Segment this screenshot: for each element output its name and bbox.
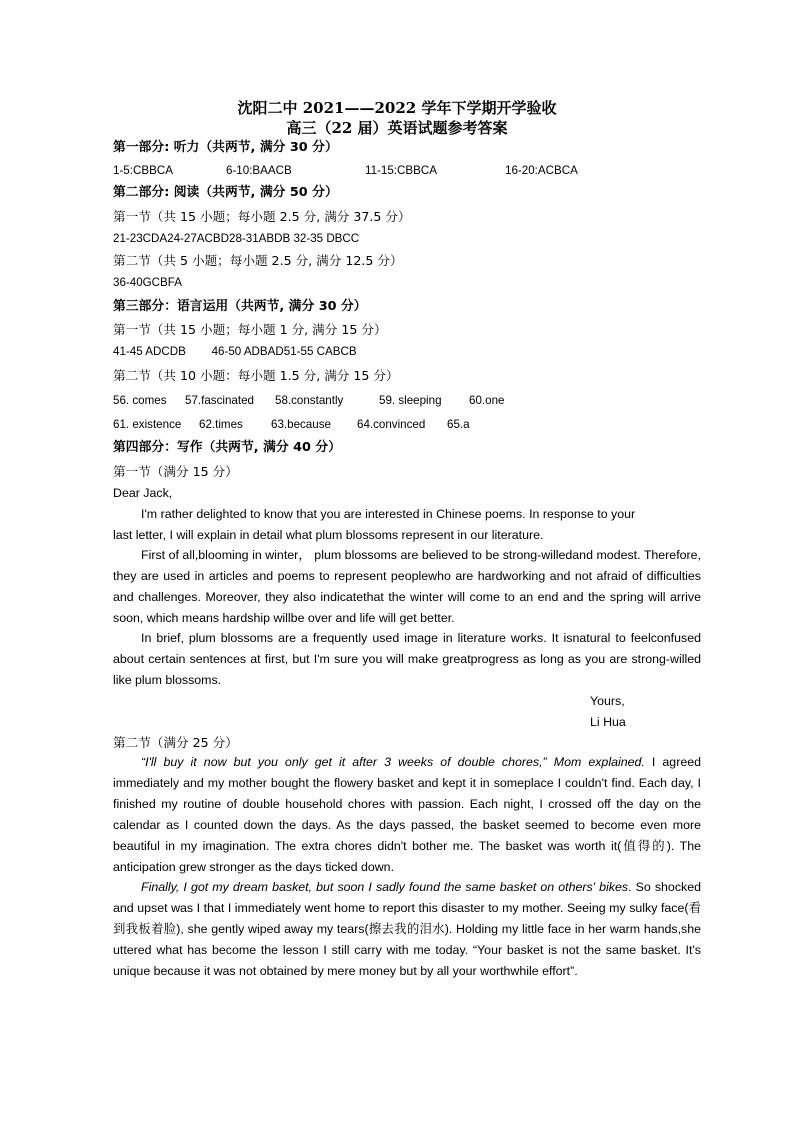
answer-group: 1-5:CBBCA [113, 164, 173, 177]
part3-section1-label: 第一节（共 15 小题；每小题 1 分, 满分 15 分） [113, 322, 387, 337]
word-answer: 64.convinced [357, 418, 426, 431]
word-answer: 56. comes [113, 394, 167, 407]
word-answer: 60.one [469, 394, 505, 407]
part3-section1-answers: 41-45 ADCDB 46-50 ADBAD51-55 CABCB [113, 345, 357, 358]
part2-heading: 第二部分: 阅读（共两节, 满分 50 分） [113, 185, 338, 200]
story-paragraph-1-body: I agreed immediately and my mother bought the flowery basket and kept it in someplace I couldn't find. Each day, I finished my routine of double household chores with passion. Each night, I crossed off the day on the calendar as I counted down the days. As the days passed, the basket seemed to become even more beautiful in my imagination. The extra chores didn't bother me. The basket was worth it(值得的). The anticipation grew stronger as the days ticked down. [113, 755, 701, 874]
part3-heading: 第三部分：语言运用（共两节, 满分 30 分） [113, 299, 367, 314]
part2-section2-answers: 36-40GCBFA [113, 276, 182, 289]
story-paragraph-2 [113, 877, 701, 982]
answer-group: 6-10:BAACB [226, 164, 292, 177]
word-answer: 59. sleeping [379, 394, 442, 407]
letter-closing: Yours, [590, 694, 625, 708]
word-answer: 61. existence [113, 418, 182, 431]
letter-paragraph-2: First of all,blooming in winter， plum blossoms are believed to be strong-willedand modest. Therefore, they are used in articles and poems to represent peoplewho are hardworking and not afraid of difficulties and challenges. Moreover, they also indicatethat the winter will come to an end and the spring will arrive soon, which means hardship willbe over and life will get better. [113, 548, 701, 625]
part2-section1-label: 第一节（共 15 小题；每小题 2.5 分, 满分 37.5 分） [113, 209, 411, 224]
story-paragraph-1 [113, 752, 701, 878]
story-paragraph-1-quote: “I'll buy it now but you only get it after 3 weeks of double chores,” Mom explained. [141, 755, 645, 769]
letter-paragraph-1: I'm rather delighted to know that you are interested in Chinese poems. In response to your [141, 507, 636, 521]
part2-section1-answers: 21-23CDA24-27ACBD28-31ABDB 32-35 DBCC [113, 232, 360, 245]
part1-heading: 第一部分: 听力（共两节, 满分 30 分） [113, 140, 338, 155]
letter-signature: Li Hua [590, 715, 626, 729]
letter-salutation: Dear Jack, [113, 486, 173, 500]
part4-section2-label: 第二节（满分 25 分） [113, 735, 238, 750]
answer-group: 11-15:CBBCA [365, 164, 437, 177]
story-paragraph-2-body: . So shocked and upset was I that I immediately went home to report this disaster to my mother. Seeing my sulky face(看到我板着脸), she gently wiped away my tears(擦去我的泪水). Holding my little face in her warm hands,she uttered what has become the lesson I still carry with me today. “Your basket is not the same basket. It's unique because it was not obtained by mere money but by all your worthwhile effort”. [113, 880, 701, 978]
part2-section2-label: 第二节（共 5 小题；每小题 2.5 分, 满分 12.5 分） [113, 253, 403, 268]
word-answer: 65.a [447, 418, 470, 431]
page-title-line2: 高三（22 届）英语试题参考答案 [286, 119, 508, 137]
word-answer: 62.times [199, 418, 243, 431]
page-title-line1: 沈阳二中 2021——2022 学年下学期开学验收 [237, 99, 557, 117]
part4-heading: 第四部分：写作（共两节, 满分 40 分） [113, 440, 341, 455]
letter-paragraph-1-cont: last letter, I will explain in detail what plum blossoms represent in our literature. [113, 528, 544, 542]
letter-paragraph-3: In brief, plum blossoms are a frequently used image in literature works. It isnatural to feelconfused about certain sentences at first, but I'm sure you will make greatprogress as long as you are strong-willed like plum blossoms. [113, 631, 701, 687]
story-paragraph-2-lead: Finally, I got my dream basket, but soon I sadly found the same basket on others' bikes [141, 880, 629, 894]
word-answer: 63.because [271, 418, 331, 431]
part3-section2-label: 第二节（共 10 小题：每小题 1.5 分, 满分 15 分） [113, 368, 399, 383]
answer-group: 16-20:ACBCA [505, 164, 578, 177]
part4-section1-label: 第一节（满分 15 分） [113, 464, 238, 479]
word-answer: 58.constantly [275, 394, 344, 407]
word-answer: 57.fascinated [185, 394, 254, 407]
